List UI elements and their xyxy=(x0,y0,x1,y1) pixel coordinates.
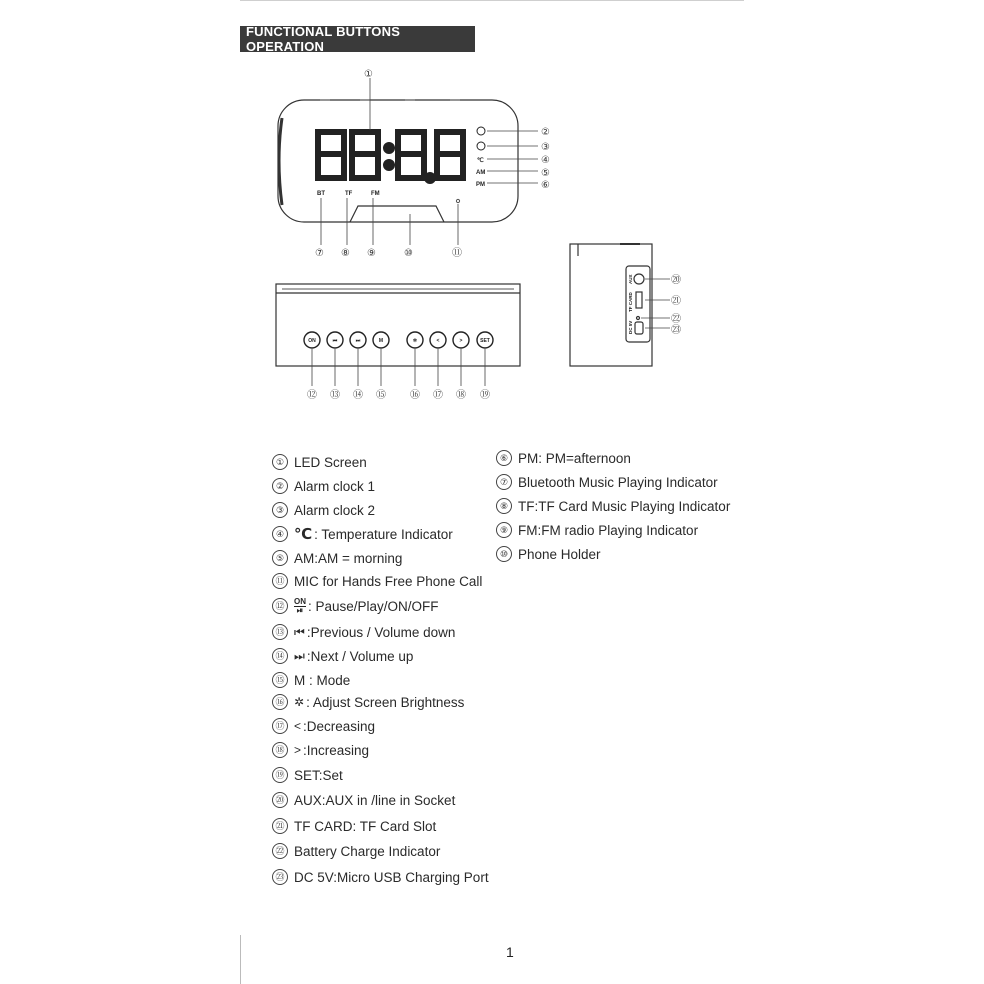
svg-text:⑪: ⑪ xyxy=(452,248,462,259)
svg-text:⑲: ⑲ xyxy=(480,390,490,401)
svg-text:①: ① xyxy=(364,69,373,80)
svg-text:⑨: ⑨ xyxy=(367,248,376,259)
svg-text:④: ④ xyxy=(541,155,550,166)
legend-item: ⑫ ON ⏯ : Pause/Play/ON/OFF xyxy=(272,596,439,616)
next-icon: ⏭ xyxy=(294,648,305,663)
svg-text:>: > xyxy=(459,338,463,344)
svg-text:M: M xyxy=(378,338,384,344)
legend-item: ⑨ FM:FM radio Playing Indicator xyxy=(496,520,698,540)
fm-indicator: FM xyxy=(371,191,380,197)
legend-item: ⑭ ⏭ :Next / Volume up xyxy=(272,646,413,666)
svg-text:⏭: ⏭ xyxy=(355,338,361,344)
svg-text:⑥: ⑥ xyxy=(541,180,550,191)
svg-text:㉑: ㉑ xyxy=(671,296,681,307)
svg-text:⑭: ⑭ xyxy=(353,390,363,401)
svg-text:⑱: ⑱ xyxy=(456,390,466,401)
legend-item: ⑦ Bluetooth Music Playing Indicator xyxy=(496,472,718,492)
tf-indicator: TF xyxy=(345,191,353,197)
svg-text:⑬: ⑬ xyxy=(330,390,340,401)
svg-text:<: < xyxy=(436,338,440,344)
celsius-indicator: ℃ xyxy=(477,158,484,164)
svg-text:ON: ON xyxy=(308,338,316,344)
svg-text:⏮: ⏮ xyxy=(332,338,338,344)
svg-text:⑤: ⑤ xyxy=(541,168,550,179)
legend-item: ㉑ TF CARD: TF Card Slot xyxy=(272,816,436,836)
svg-text:⑩: ⑩ xyxy=(404,248,413,259)
svg-text:⑦: ⑦ xyxy=(315,248,324,259)
legend-item: ⑬ ⏮ :Previous / Volume down xyxy=(272,622,455,642)
svg-text:③: ③ xyxy=(541,142,550,153)
svg-text:⑧: ⑧ xyxy=(341,248,350,259)
legend-item: ⑰ < :Decreasing xyxy=(272,716,375,736)
legend-item: ② Alarm clock 1 xyxy=(272,476,375,496)
svg-text:②: ② xyxy=(541,127,550,138)
legend-item: ⑮ M : Mode xyxy=(272,670,350,690)
legend-item: ⑯ ✲ : Adjust Screen Brightness xyxy=(272,692,464,712)
previous-icon: ⏮ xyxy=(294,624,305,639)
decrease-icon: < xyxy=(294,719,302,733)
legend-item: ㉒ Battery Charge Indicator xyxy=(272,841,440,861)
svg-text:⑫: ⑫ xyxy=(307,390,317,401)
svg-text:⑰: ⑰ xyxy=(433,390,443,401)
dc-label: DC 5V xyxy=(628,320,633,334)
legend-item: ⑲ SET:Set xyxy=(272,765,343,785)
svg-text:SET: SET xyxy=(480,338,490,344)
bt-indicator: BT xyxy=(317,191,325,197)
legend-item: ① LED Screen xyxy=(272,452,367,472)
on-play-pause-icon: ON ⏯ xyxy=(294,596,306,615)
legend-item: ③ Alarm clock 2 xyxy=(272,500,375,520)
svg-text:㉒: ㉒ xyxy=(671,314,681,325)
legend-item: ⑥ PM: PM=afternoon xyxy=(496,448,631,468)
pm-indicator: PM xyxy=(476,182,485,188)
legend-item: ⑪ MIC for Hands Free Phone Call xyxy=(272,571,482,591)
svg-text:⑯: ⑯ xyxy=(410,390,420,401)
svg-text:⑳: ⑳ xyxy=(671,275,681,286)
legend-item: ⑧ TF:TF Card Music Playing Indicator xyxy=(496,496,730,516)
left-margin-rule xyxy=(240,935,241,984)
legend-item: ⑳ AUX:AUX in /line in Socket xyxy=(272,790,455,810)
svg-text:✲: ✲ xyxy=(412,338,418,344)
legend-item: ⑱ > :Increasing xyxy=(272,740,369,760)
legend-item: ④ ℃ : Temperature Indicator xyxy=(272,524,453,544)
tf-card-label: TF CARD xyxy=(628,292,633,312)
am-indicator: AM xyxy=(476,170,486,176)
svg-text:㉓: ㉓ xyxy=(671,325,681,336)
legend-item: ㉓ DC 5V:Micro USB Charging Port xyxy=(272,867,489,887)
brightness-icon: ✲ xyxy=(294,695,305,709)
svg-text:⑮: ⑮ xyxy=(376,390,386,401)
page-number: 1 xyxy=(506,944,514,960)
legend-item: ⑤ AM:AM = morning xyxy=(272,548,402,568)
section-title: FUNCTIONAL BUTTONS OPERATION xyxy=(246,24,401,54)
increase-icon: > xyxy=(294,743,302,757)
aux-label: AUX xyxy=(628,274,633,284)
legend-item: ⑩ Phone Holder xyxy=(496,544,601,564)
